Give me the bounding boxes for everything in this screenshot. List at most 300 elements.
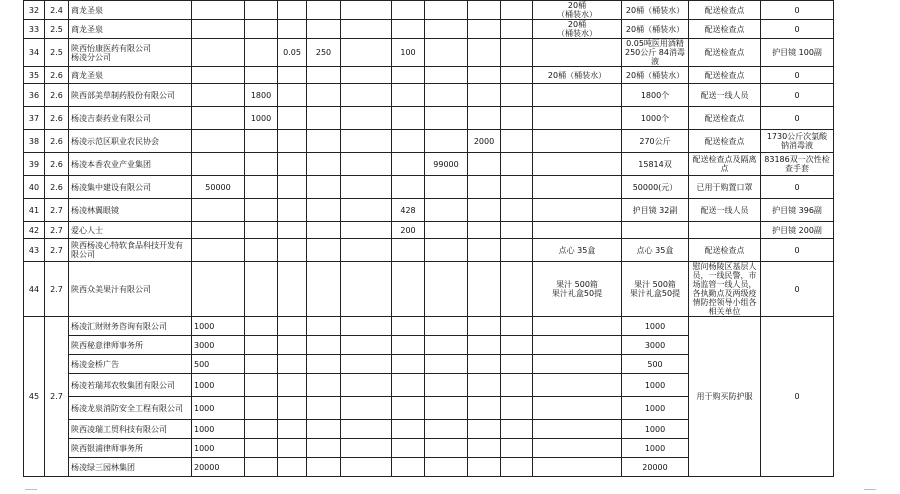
cell-c9 bbox=[501, 222, 533, 239]
cell-c1 bbox=[192, 199, 245, 222]
cell-c9 bbox=[501, 199, 533, 222]
cell-no: 38 bbox=[24, 130, 45, 153]
cell-c5 bbox=[341, 153, 392, 176]
cell-no: 43 bbox=[24, 239, 45, 262]
cell-unit: 杨凌林翼眼镜 bbox=[69, 199, 192, 222]
cell-c3: 0.05 bbox=[278, 39, 307, 67]
table-row bbox=[24, 84, 834, 107]
cell-c2 bbox=[245, 130, 278, 153]
cell-no: 36 bbox=[24, 84, 45, 107]
page-corner-mark-left bbox=[25, 489, 37, 490]
cell-note: 83186双一次性检查手套 bbox=[761, 153, 834, 176]
cell-sec: 2.6 bbox=[45, 153, 69, 176]
cell-c2 bbox=[245, 420, 278, 439]
cell-sec: 2.6 bbox=[45, 67, 69, 84]
cell-c11: 50000(元） bbox=[622, 176, 689, 199]
cell-c5 bbox=[341, 199, 392, 222]
cell-c11: 1000 bbox=[622, 374, 689, 397]
cell-c4 bbox=[307, 107, 341, 130]
cell-c8 bbox=[468, 239, 501, 262]
cell-unit: 杨凌汇财财务咨询有限公司 bbox=[69, 317, 192, 336]
cell-unit: 陕西众美果汁有限公司 bbox=[69, 262, 192, 317]
cell-c5 bbox=[341, 336, 392, 355]
cell-c1 bbox=[192, 39, 245, 67]
cell-c11: 护目镜 32副 bbox=[622, 199, 689, 222]
cell-c11: 1000 bbox=[622, 397, 689, 420]
cell-use: 配送一线人员 bbox=[689, 84, 761, 107]
cell-no: 32 bbox=[24, 1, 45, 20]
cell-c6 bbox=[392, 130, 425, 153]
cell-c10 bbox=[533, 439, 622, 458]
cell-c8 bbox=[468, 176, 501, 199]
cell-c8 bbox=[468, 20, 501, 39]
cell-c10: 点心 35盒 bbox=[533, 239, 622, 262]
cell-c2 bbox=[245, 20, 278, 39]
cell-unit: 爱心人士 bbox=[69, 222, 192, 239]
table-row bbox=[24, 222, 834, 239]
cell-no: 45 bbox=[24, 317, 45, 477]
cell-c9 bbox=[501, 317, 533, 336]
table-row bbox=[24, 107, 834, 130]
cell-c5 bbox=[341, 107, 392, 130]
cell-c8 bbox=[468, 458, 501, 477]
cell-c3 bbox=[278, 336, 307, 355]
cell-c1: 3000 bbox=[192, 336, 245, 355]
cell-c4 bbox=[307, 317, 341, 336]
cell-note: 护目镜 100副 bbox=[761, 39, 834, 67]
table-row bbox=[24, 20, 834, 39]
cell-c5 bbox=[341, 317, 392, 336]
cell-c7 bbox=[425, 39, 468, 67]
cell-use: 已用于购置口罩 bbox=[689, 176, 761, 199]
cell-c2: 1800 bbox=[245, 84, 278, 107]
cell-c10 bbox=[533, 397, 622, 420]
cell-c4 bbox=[307, 439, 341, 458]
cell-note: 0 bbox=[761, 67, 834, 84]
cell-c7 bbox=[425, 317, 468, 336]
cell-sec: 2.7 bbox=[45, 222, 69, 239]
cell-c10 bbox=[533, 355, 622, 374]
cell-c7 bbox=[425, 336, 468, 355]
cell-use: 配送检查点 bbox=[689, 20, 761, 39]
cell-c11: 270公斤 bbox=[622, 130, 689, 153]
cell-c3 bbox=[278, 107, 307, 130]
cell-c8 bbox=[468, 199, 501, 222]
cell-c7 bbox=[425, 199, 468, 222]
cell-c11: 1000 bbox=[622, 420, 689, 439]
cell-c9 bbox=[501, 355, 533, 374]
cell-no: 41 bbox=[24, 199, 45, 222]
cell-c1 bbox=[192, 130, 245, 153]
cell-c4 bbox=[307, 176, 341, 199]
cell-c8 bbox=[468, 1, 501, 20]
cell-c7 bbox=[425, 374, 468, 397]
cell-c5 bbox=[341, 439, 392, 458]
cell-c8 bbox=[468, 107, 501, 130]
cell-c1 bbox=[192, 84, 245, 107]
cell-unit: 陕西凌瑞工贸科技有限公司 bbox=[69, 420, 192, 439]
cell-c3 bbox=[278, 420, 307, 439]
cell-c8 bbox=[468, 317, 501, 336]
cell-unit: 商龙圣泉 bbox=[69, 1, 192, 20]
cell-c8 bbox=[468, 420, 501, 439]
cell-c4 bbox=[307, 374, 341, 397]
cell-no: 40 bbox=[24, 176, 45, 199]
cell-c8 bbox=[468, 397, 501, 420]
cell-c11: 1000个 bbox=[622, 107, 689, 130]
cell-c11: 15814双 bbox=[622, 153, 689, 176]
cell-no: 33 bbox=[24, 20, 45, 39]
cell-c11: 1800个 bbox=[622, 84, 689, 107]
cell-c8 bbox=[468, 336, 501, 355]
cell-use: 配送检查点 bbox=[689, 130, 761, 153]
cell-use: 配送检查点 bbox=[689, 1, 761, 20]
cell-c10 bbox=[533, 153, 622, 176]
cell-c6 bbox=[392, 374, 425, 397]
cell-c6 bbox=[392, 1, 425, 20]
cell-c6 bbox=[392, 67, 425, 84]
cell-unit: 陕西部美草制药股份有限公司 bbox=[69, 84, 192, 107]
cell-c7 bbox=[425, 84, 468, 107]
cell-c4 bbox=[307, 20, 341, 39]
cell-c5 bbox=[341, 239, 392, 262]
table-row bbox=[24, 39, 834, 67]
cell-c6 bbox=[392, 397, 425, 420]
cell-sec: 2.7 bbox=[45, 262, 69, 317]
cell-c4 bbox=[307, 67, 341, 84]
cell-c6 bbox=[392, 458, 425, 477]
cell-c6 bbox=[392, 176, 425, 199]
cell-c11: 1000 bbox=[622, 439, 689, 458]
cell-c4 bbox=[307, 199, 341, 222]
cell-c7 bbox=[425, 397, 468, 420]
cell-c10 bbox=[533, 176, 622, 199]
cell-c2 bbox=[245, 239, 278, 262]
cell-sec: 2.6 bbox=[45, 84, 69, 107]
cell-c5 bbox=[341, 20, 392, 39]
cell-c4 bbox=[307, 239, 341, 262]
cell-c10 bbox=[533, 107, 622, 130]
cell-c11 bbox=[622, 222, 689, 239]
cell-c5 bbox=[341, 222, 392, 239]
cell-c5 bbox=[341, 130, 392, 153]
cell-c3 bbox=[278, 176, 307, 199]
cell-no: 35 bbox=[24, 67, 45, 84]
cell-unit: 杨凌若瑞邦农牧集团有限公司 bbox=[69, 374, 192, 397]
cell-unit: 陕西秘意律师事务所 bbox=[69, 336, 192, 355]
cell-c11: 20000 bbox=[622, 458, 689, 477]
cell-c7 bbox=[425, 130, 468, 153]
cell-unit: 杨凌金桥广告 bbox=[69, 355, 192, 374]
cell-c5 bbox=[341, 262, 392, 317]
cell-c4 bbox=[307, 130, 341, 153]
cell-c6: 200 bbox=[392, 222, 425, 239]
cell-c3 bbox=[278, 355, 307, 374]
cell-c4 bbox=[307, 397, 341, 420]
cell-c2 bbox=[245, 1, 278, 20]
cell-c1 bbox=[192, 20, 245, 39]
cell-c5 bbox=[341, 420, 392, 439]
cell-c8 bbox=[468, 439, 501, 458]
cell-use: 配送检查点 bbox=[689, 107, 761, 130]
cell-c7 bbox=[425, 20, 468, 39]
cell-no: 34 bbox=[24, 39, 45, 67]
cell-c2 bbox=[245, 439, 278, 458]
cell-c10: 20桶 （桶装水） bbox=[533, 1, 622, 20]
cell-use: 慰问杨陵区基层人员，一线民警，市场监管一线人员，各执勤点及两级疫情防控领导小组各相关单位 bbox=[689, 262, 761, 317]
cell-c2 bbox=[245, 336, 278, 355]
cell-no: 44 bbox=[24, 262, 45, 317]
cell-c1: 1000 bbox=[192, 317, 245, 336]
cell-unit: 陕西怡康医药有限公司 杨凌分公司 bbox=[69, 39, 192, 67]
cell-c7 bbox=[425, 458, 468, 477]
cell-c5 bbox=[341, 84, 392, 107]
cell-c10 bbox=[533, 420, 622, 439]
cell-c5 bbox=[341, 1, 392, 20]
cell-c4 bbox=[307, 458, 341, 477]
cell-c8 bbox=[468, 153, 501, 176]
cell-note: 0 bbox=[761, 262, 834, 317]
cell-c11: 20桶（桶装水） bbox=[622, 67, 689, 84]
cell-c7 bbox=[425, 1, 468, 20]
cell-sec: 2.5 bbox=[45, 39, 69, 67]
cell-c10 bbox=[533, 317, 622, 336]
cell-c7 bbox=[425, 355, 468, 374]
cell-c2 bbox=[245, 374, 278, 397]
cell-c4 bbox=[307, 262, 341, 317]
cell-c2 bbox=[245, 153, 278, 176]
table-body bbox=[24, 1, 834, 477]
cell-c9 bbox=[501, 262, 533, 317]
cell-c1: 50000 bbox=[192, 176, 245, 199]
cell-note: 护目镜 200副 bbox=[761, 222, 834, 239]
cell-c1 bbox=[192, 107, 245, 130]
cell-c9 bbox=[501, 439, 533, 458]
cell-c6 bbox=[392, 107, 425, 130]
donation-table bbox=[23, 0, 834, 477]
cell-note: 0 bbox=[761, 20, 834, 39]
cell-c3 bbox=[278, 1, 307, 20]
cell-c2 bbox=[245, 317, 278, 336]
cell-c10: 20桶（桶装水） bbox=[533, 67, 622, 84]
cell-note: 护目镜 396副 bbox=[761, 199, 834, 222]
cell-c6 bbox=[392, 439, 425, 458]
cell-c10 bbox=[533, 199, 622, 222]
cell-unit: 陕西杨凌心特软食品科技开发有限公司 bbox=[69, 239, 192, 262]
cell-c9 bbox=[501, 397, 533, 420]
cell-sec: 2.7 bbox=[45, 199, 69, 222]
cell-use: 用于购买防护服 bbox=[689, 317, 761, 477]
cell-c8 bbox=[468, 262, 501, 317]
cell-c8 bbox=[468, 84, 501, 107]
cell-c5 bbox=[341, 397, 392, 420]
cell-c6 bbox=[392, 239, 425, 262]
cell-c1: 1000 bbox=[192, 397, 245, 420]
table-row bbox=[24, 239, 834, 262]
cell-note: 0 bbox=[761, 1, 834, 20]
cell-c2 bbox=[245, 39, 278, 67]
cell-c3 bbox=[278, 262, 307, 317]
cell-use: 配送检查点 bbox=[689, 67, 761, 84]
cell-c11: 点心 35盒 bbox=[622, 239, 689, 262]
cell-c11: 20桶（桶装水） bbox=[622, 20, 689, 39]
cell-c4 bbox=[307, 336, 341, 355]
cell-c10: 20桶 （桶装水） bbox=[533, 20, 622, 39]
cell-c2 bbox=[245, 458, 278, 477]
cell-sec: 2.7 bbox=[45, 317, 69, 477]
cell-c5 bbox=[341, 458, 392, 477]
cell-c7 bbox=[425, 67, 468, 84]
cell-c1 bbox=[192, 153, 245, 176]
cell-c9 bbox=[501, 20, 533, 39]
cell-unit: 杨凌集中建设有限公司 bbox=[69, 176, 192, 199]
cell-c9 bbox=[501, 420, 533, 439]
cell-c1 bbox=[192, 262, 245, 317]
cell-c7 bbox=[425, 107, 468, 130]
cell-c6 bbox=[392, 317, 425, 336]
cell-c2 bbox=[245, 67, 278, 84]
cell-c2 bbox=[245, 222, 278, 239]
cell-c1 bbox=[192, 1, 245, 20]
cell-c5 bbox=[341, 176, 392, 199]
cell-c7 bbox=[425, 239, 468, 262]
cell-c2 bbox=[245, 355, 278, 374]
cell-c2 bbox=[245, 199, 278, 222]
cell-c1 bbox=[192, 239, 245, 262]
cell-sec: 2.6 bbox=[45, 176, 69, 199]
cell-c4 bbox=[307, 1, 341, 20]
cell-unit: 杨凌绿三园林集团 bbox=[69, 458, 192, 477]
cell-c11: 500 bbox=[622, 355, 689, 374]
cell-no: 42 bbox=[24, 222, 45, 239]
cell-note: 0 bbox=[761, 317, 834, 477]
cell-unit: 杨凌本香农业产业集团 bbox=[69, 153, 192, 176]
cell-c2 bbox=[245, 262, 278, 317]
cell-c10: 果汁 500箱 果汁礼盒50提 bbox=[533, 262, 622, 317]
cell-use: 配送检查点 bbox=[689, 39, 761, 67]
cell-c9 bbox=[501, 176, 533, 199]
cell-note: 0 bbox=[761, 84, 834, 107]
cell-unit: 陕西银浦律师事务所 bbox=[69, 439, 192, 458]
cell-c4 bbox=[307, 420, 341, 439]
cell-c7 bbox=[425, 176, 468, 199]
cell-c9 bbox=[501, 336, 533, 355]
cell-c6 bbox=[392, 355, 425, 374]
cell-c1: 1000 bbox=[192, 420, 245, 439]
cell-sec: 2.5 bbox=[45, 20, 69, 39]
cell-c3 bbox=[278, 439, 307, 458]
cell-c2: 1000 bbox=[245, 107, 278, 130]
cell-c2 bbox=[245, 176, 278, 199]
table-row bbox=[24, 1, 834, 20]
cell-c1: 500 bbox=[192, 355, 245, 374]
cell-c8 bbox=[468, 67, 501, 84]
table-row bbox=[24, 317, 834, 336]
cell-c8 bbox=[468, 222, 501, 239]
cell-c8 bbox=[468, 39, 501, 67]
cell-c8 bbox=[468, 374, 501, 397]
cell-sec: 2.7 bbox=[45, 239, 69, 262]
cell-c9 bbox=[501, 458, 533, 477]
cell-c7: 99000 bbox=[425, 153, 468, 176]
cell-c10 bbox=[533, 84, 622, 107]
cell-c11: 0.05吨医用酒精 250公斤 84消毒液 bbox=[622, 39, 689, 67]
cell-c3 bbox=[278, 458, 307, 477]
cell-c5 bbox=[341, 355, 392, 374]
cell-use: 配送一线人员 bbox=[689, 199, 761, 222]
cell-use bbox=[689, 222, 761, 239]
cell-c1: 1000 bbox=[192, 439, 245, 458]
cell-sec: 2.6 bbox=[45, 130, 69, 153]
cell-c3 bbox=[278, 67, 307, 84]
cell-note: 0 bbox=[761, 107, 834, 130]
cell-unit: 商龙圣泉 bbox=[69, 20, 192, 39]
cell-c3 bbox=[278, 130, 307, 153]
table-row bbox=[24, 199, 834, 222]
cell-c3 bbox=[278, 84, 307, 107]
cell-c10 bbox=[533, 39, 622, 67]
cell-sec: 2.4 bbox=[45, 1, 69, 20]
cell-c1: 20000 bbox=[192, 458, 245, 477]
table-row bbox=[24, 130, 834, 153]
cell-c4 bbox=[307, 153, 341, 176]
cell-c11: 果汁 500箱 果汁礼盒50提 bbox=[622, 262, 689, 317]
cell-c4 bbox=[307, 222, 341, 239]
cell-c4 bbox=[307, 355, 341, 374]
cell-c10 bbox=[533, 336, 622, 355]
cell-c6 bbox=[392, 153, 425, 176]
cell-use: 配送检查点 bbox=[689, 239, 761, 262]
cell-c6 bbox=[392, 262, 425, 317]
cell-c5 bbox=[341, 67, 392, 84]
cell-c6 bbox=[392, 420, 425, 439]
cell-c10 bbox=[533, 222, 622, 239]
table-row bbox=[24, 262, 834, 317]
cell-note: 0 bbox=[761, 239, 834, 262]
table-row bbox=[24, 67, 834, 84]
table-row bbox=[24, 176, 834, 199]
cell-c9 bbox=[501, 39, 533, 67]
cell-c11: 1000 bbox=[622, 317, 689, 336]
cell-note: 0 bbox=[761, 176, 834, 199]
cell-c5 bbox=[341, 39, 392, 67]
cell-sec: 2.6 bbox=[45, 107, 69, 130]
cell-c6: 428 bbox=[392, 199, 425, 222]
cell-c3 bbox=[278, 20, 307, 39]
cell-use: 配送检查点及隔离点 bbox=[689, 153, 761, 176]
cell-unit: 商龙圣泉 bbox=[69, 67, 192, 84]
cell-c6: 100 bbox=[392, 39, 425, 67]
cell-c10 bbox=[533, 458, 622, 477]
cell-unit: 杨凌示范区职业农民协会 bbox=[69, 130, 192, 153]
cell-c9 bbox=[501, 239, 533, 262]
cell-c1 bbox=[192, 222, 245, 239]
cell-unit: 杨凌龙泉消防安全工程有限公司 bbox=[69, 397, 192, 420]
cell-c5 bbox=[341, 374, 392, 397]
cell-c8 bbox=[468, 355, 501, 374]
cell-c9 bbox=[501, 153, 533, 176]
cell-c9 bbox=[501, 374, 533, 397]
cell-c4: 250 bbox=[307, 39, 341, 67]
cell-c3 bbox=[278, 153, 307, 176]
cell-c1 bbox=[192, 67, 245, 84]
cell-c3 bbox=[278, 199, 307, 222]
cell-c3 bbox=[278, 374, 307, 397]
page-corner-mark-right bbox=[864, 489, 876, 490]
cell-note: 1730公斤次氯酸钠消毒液 bbox=[761, 130, 834, 153]
cell-c8: 2000 bbox=[468, 130, 501, 153]
cell-no: 37 bbox=[24, 107, 45, 130]
